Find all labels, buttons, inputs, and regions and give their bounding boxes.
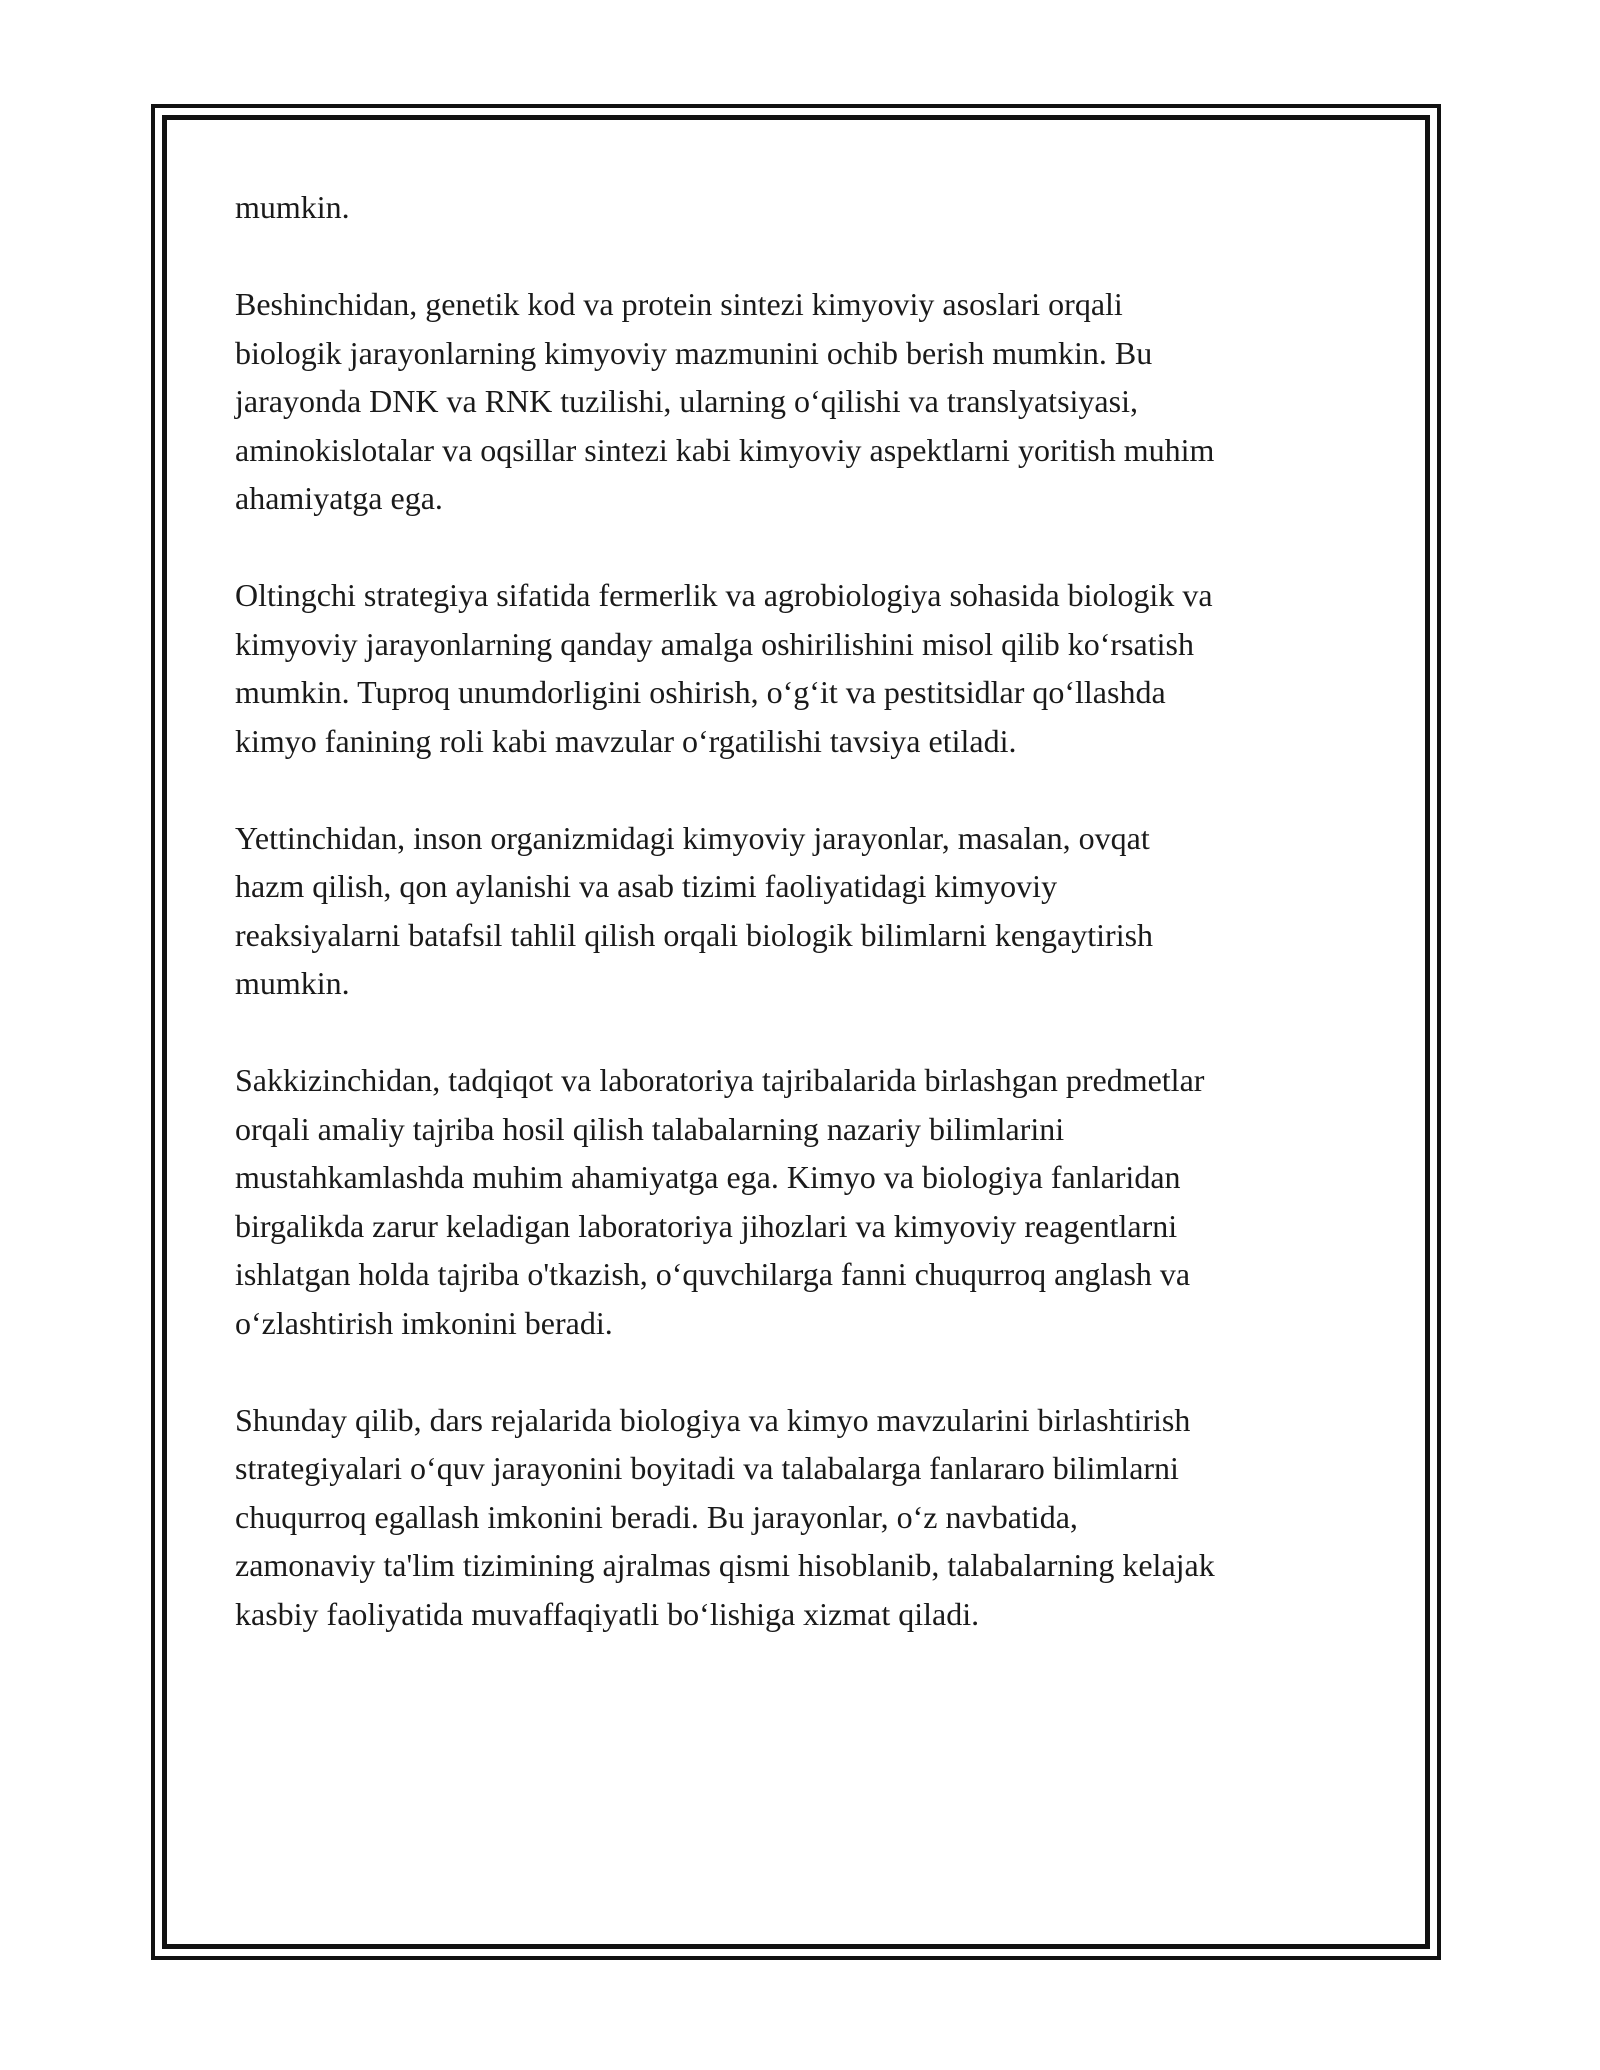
- text-line: biologik jarayonlarning kimyoviy mazmunini ochib berish mumkin. Bu: [235, 334, 1153, 371]
- text-line: birgalikda zarur keladigan laboratoriya jihozlari va kimyoviy reagentlarni: [235, 1207, 1178, 1244]
- text-line: kimyoviy jarayonlarning qanday amalga oshirilishini misol qilib ko‘rsatish: [235, 625, 1194, 662]
- paragraph-conclusion: [235, 1396, 1370, 1639]
- document-body: [235, 183, 1370, 1687]
- text-line: aminokislotalar va oqsillar sintezi kabi kimyoviy aspektlarni yoritish muhim: [235, 431, 1215, 468]
- text-line: mustahkamlashda muhim ahamiyatga ega. Kimyo va biologiya fanlaridan: [235, 1159, 1181, 1195]
- text-line: ishlatgan holda tajriba o'tkazish, o‘quvchilarga fanni chuqurroq anglash va: [235, 1256, 1191, 1292]
- text-line: mumkin.: [235, 965, 350, 1001]
- text-line: reaksiyalarni batafsil tahlil qilish orqali biologik bilimlarni kengaytirish: [235, 916, 1154, 953]
- paragraph-fifth-strategy: [235, 280, 1370, 523]
- text-line: Beshinchidan, genetik kod va protein sintezi kimyoviy asoslari orqali: [235, 286, 1123, 322]
- text-line: o‘zlashtirish imkonini beradi.: [235, 1304, 613, 1341]
- paragraph-sixth-strategy: [235, 571, 1370, 765]
- text-line: strategiyalari o‘quv jarayonini boyitadi va talabalarga fanlararo bilimlarni: [235, 1450, 1179, 1486]
- text-line: zamonaviy ta'lim tizimining ajralmas qismi hisoblanib, talabalarning kelajak: [235, 1547, 1215, 1583]
- text-line: Oltingchi strategiya sifatida fermerlik va agrobiologiya sohasida biologik va: [235, 577, 1213, 613]
- paragraph-continuation: [235, 183, 1370, 232]
- text-line: ahamiyatga ega.: [235, 480, 443, 516]
- text-line: mumkin. Tuproq unumdorligini oshirish, o‘g‘it va pestitsidlar qo‘llashda: [235, 674, 1166, 710]
- paragraph-seventh-strategy: [235, 814, 1370, 1008]
- text-line: kimyo fanining roli kabi mavzular o‘rgatilishi tavsiya etiladi.: [235, 722, 1017, 759]
- paragraph-eighth-strategy: [235, 1056, 1370, 1347]
- text-line: orqali amaliy tajriba hosil qilish talabalarning nazariy bilimlarini: [235, 1110, 1065, 1147]
- text-line: Sakkizinchidan, tadqiqot va laboratoriya tajribalarida birlashgan predmetlar: [235, 1062, 1205, 1098]
- text-line: Shunday qilib, dars rejalarida biologiya va kimyo mavzularini birlashtirish: [235, 1401, 1191, 1438]
- text-line: mumkin.: [235, 189, 350, 225]
- text-line: kasbiy faoliyatida muvaffaqiyatli bo‘lishiga xizmat qiladi.: [235, 1595, 980, 1632]
- text-line: jarayonda DNK va RNK tuzilishi, ularning o‘qilishi va translyatsiyasi,: [235, 383, 1138, 419]
- text-line: chuqurroq egallash imkonini beradi. Bu jarayonlar, o‘z navbatida,: [235, 1498, 1078, 1535]
- text-line: hazm qilish, qon aylanishi va asab tizimi faoliyatidagi kimyoviy: [235, 868, 1058, 904]
- text-line: Yettinchidan, inson organizmidagi kimyoviy jarayonlar, masalan, ovqat: [235, 819, 1150, 856]
